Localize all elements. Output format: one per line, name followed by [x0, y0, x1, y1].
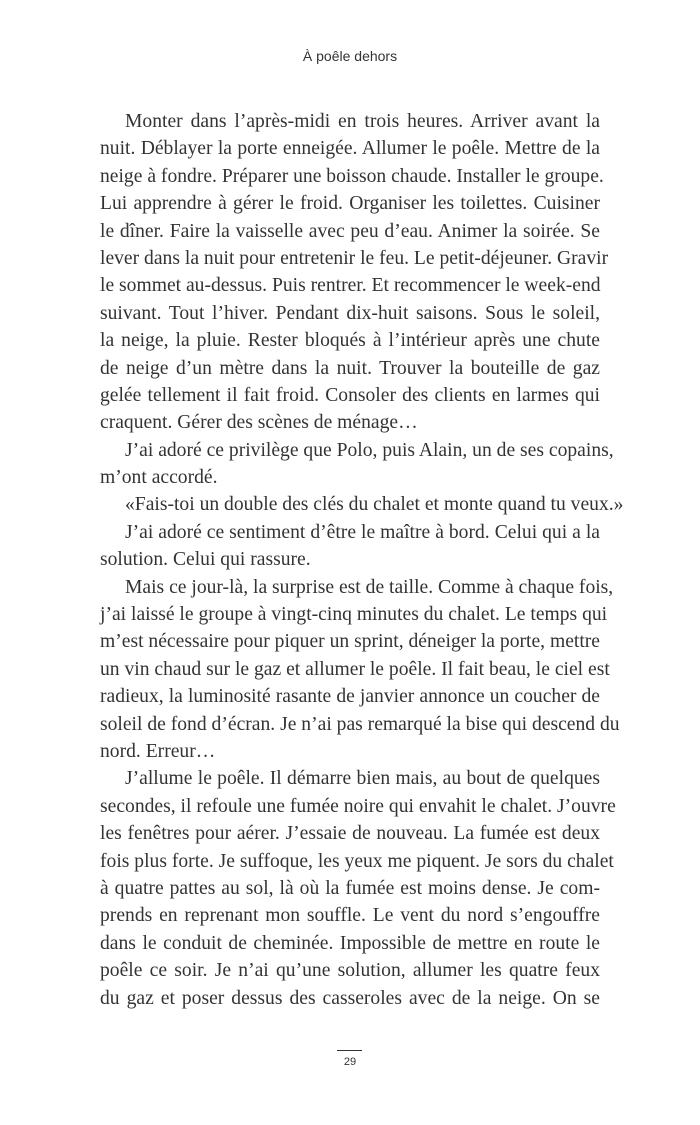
- text-line: la neige, la pluie. Rester bloqués à l’intérieur après une chute: [100, 330, 600, 352]
- text-line: Mais ce jour-là, la surprise est de taille. Comme à chaque fois,: [125, 576, 614, 598]
- paragraph: [100, 108, 609, 437]
- running-head: À poêle dehors: [302, 48, 398, 64]
- text-line: nord. Erreur…: [100, 740, 216, 762]
- text-line: le dîner. Faire la vaisselle avec peu d’eau. Animer la soirée. Se: [100, 220, 600, 242]
- paragraph: [100, 574, 620, 766]
- paragraph: [100, 765, 616, 1012]
- page-number: 29: [343, 1056, 357, 1068]
- text-line: «Fais-toi un double des clés du chalet et monte quand tu veux.»: [125, 494, 624, 516]
- text-line: Monter dans l’après-midi en trois heures. Arriver avant la: [125, 111, 600, 132]
- text-line: secondes, il refoule une fumée noire qui envahit le chalet. J’ouvre: [100, 795, 616, 817]
- text-line: radieux, la luminosité rasante de janvier annonce un coucher de: [100, 686, 600, 708]
- text-line: neige à fondre. Préparer une boisson chaude. Installer le groupe.: [100, 165, 604, 187]
- text-line: lever dans la nuit pour entretenir le feu. Le petit-déjeuner. Gravir: [100, 247, 609, 269]
- text-line: un vin chaud sur le gaz et allumer le poêle. Il fait beau, le ciel est: [100, 658, 610, 680]
- text-line: craquent. Gérer des scènes de ménage…: [100, 412, 418, 434]
- text-line: du gaz et poser dessus des casseroles avec de la neige. On se: [100, 987, 600, 1009]
- text-line: j’ai laissé le groupe à vingt-cinq minutes du chalet. Le temps qui: [100, 604, 608, 626]
- text-line: prends en reprenant mon souffle. Le vent du nord s’engouffre: [100, 905, 600, 927]
- paragraph: [100, 491, 624, 518]
- text-line: le sommet au-dessus. Puis rentrer. Et recommencer le week-end: [100, 275, 601, 297]
- text-line: m’ont accordé.: [100, 467, 218, 489]
- text-line: soleil de fond d’écran. Je n’ai pas remarqué la bise qui descend du: [100, 713, 620, 735]
- text-line: J’allume le poêle. Il démarre bien mais, au bout de quelques: [125, 768, 600, 790]
- text-line: dans le conduit de cheminée. Impossible de mettre en route le: [100, 932, 600, 954]
- text-line: gelée tellement il fait froid. Consoler des clients en larmes qui: [100, 384, 600, 406]
- text-line: m’est nécessaire pour piquer un sprint, déneiger la porte, mettre: [100, 631, 601, 653]
- folio-rule: [337, 1050, 362, 1051]
- text-line: J’ai adoré ce sentiment d’être le maître à bord. Celui qui a la: [125, 521, 600, 543]
- paragraph: [100, 437, 614, 492]
- text-line: Lui apprendre à gérer le froid. Organiser les toilettes. Cuisiner: [100, 193, 600, 215]
- paragraph: [100, 519, 600, 574]
- text-line: solution. Celui qui rassure.: [100, 549, 311, 571]
- body-text: [100, 108, 624, 1012]
- text-line: suivant. Tout l’hiver. Pendant dix-huit saisons. Sous le soleil,: [100, 302, 600, 324]
- text-line: fois plus forte. Je suffoque, les yeux me piquent. Je sors du chalet: [100, 850, 614, 872]
- text-line: les fenêtres pour aérer. J’essaie de nouveau. La fumée est deux: [100, 823, 600, 845]
- text-line: nuit. Déblayer la porte enneigée. Allumer le poêle. Mettre de la: [100, 138, 600, 160]
- text-line: poêle ce soir. Je n’ai qu’une solution, allumer les quatre feux: [100, 960, 600, 982]
- text-line: à quatre pattes au sol, là où la fumée est moins dense. Je com-: [100, 877, 600, 899]
- text-line: J’ai adoré ce privilège que Polo, puis Alain, un de ses copains,: [125, 439, 614, 461]
- text-line: de neige d’un mètre dans la nuit. Trouver la bouteille de gaz: [100, 357, 600, 379]
